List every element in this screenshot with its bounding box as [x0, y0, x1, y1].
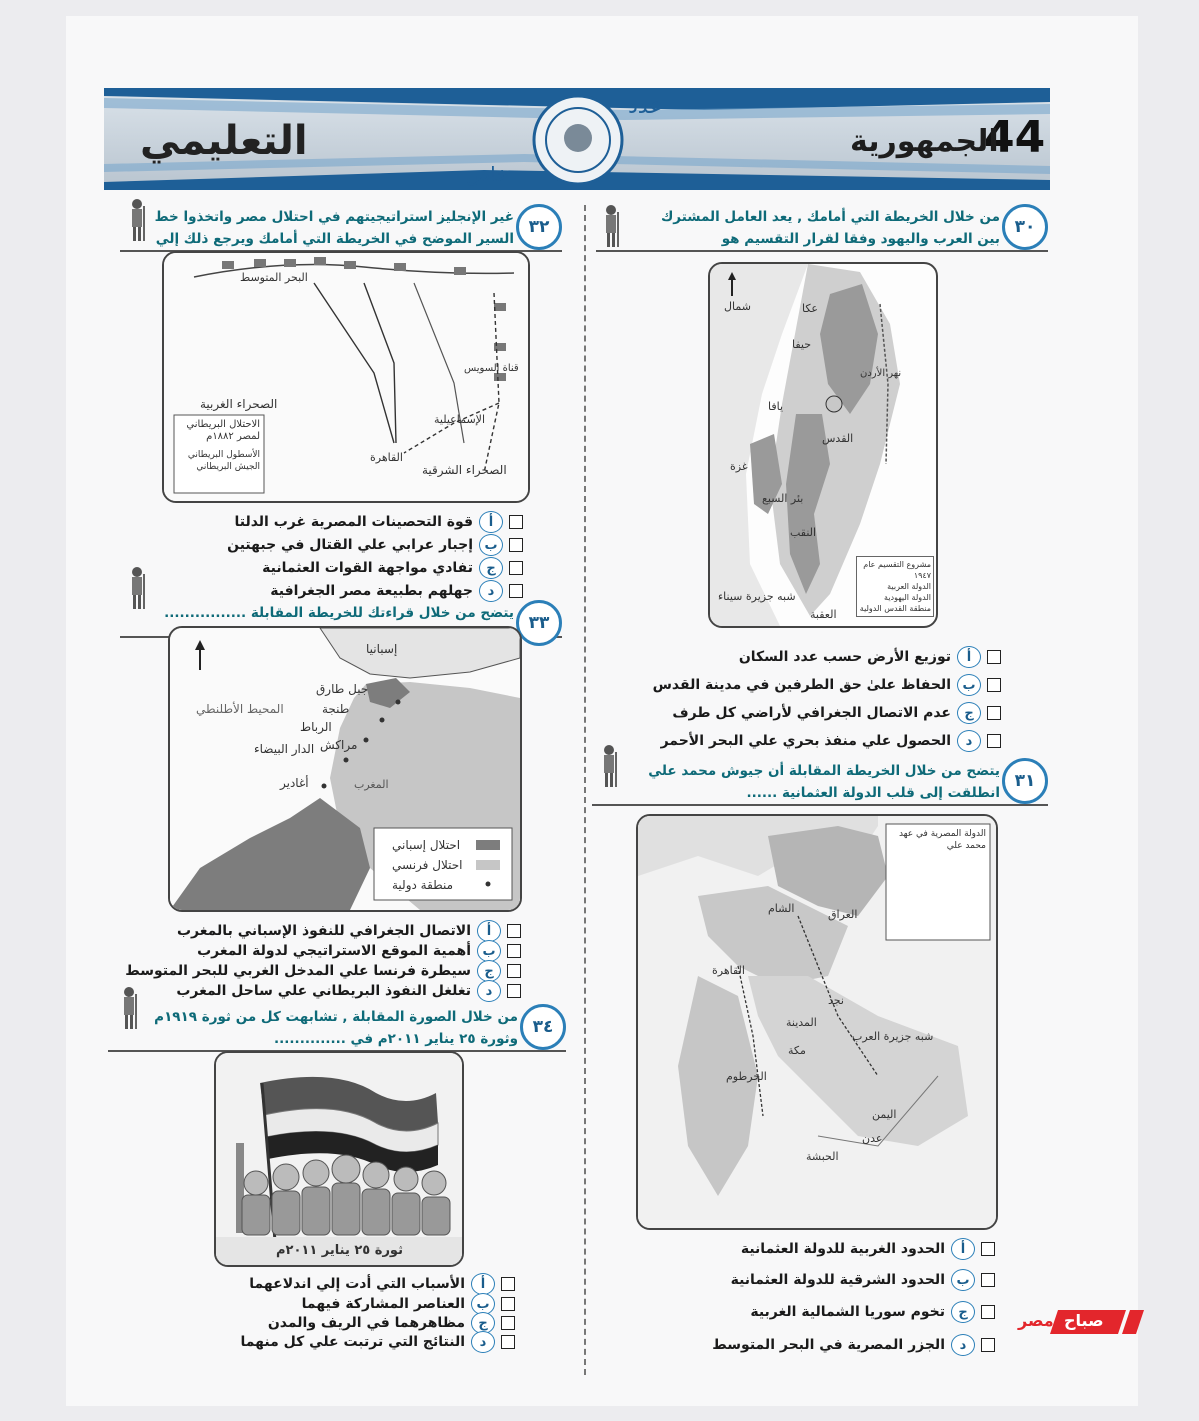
option-text: الحصول علي منفذ بحري علي البحر الأحمر — [660, 733, 951, 749]
map-place-label: القدس — [822, 432, 854, 445]
question-number: ٣٠ — [1002, 204, 1048, 250]
option-text: النتائج التي ترتبت علي كل منهما — [240, 1334, 465, 1350]
checkbox[interactable] — [509, 538, 523, 552]
map-place-label: الشام — [768, 902, 795, 915]
map-place-label: شبه جزيرة العرب — [852, 1030, 934, 1043]
option-letter: د — [951, 1334, 975, 1356]
legend-title: الاحتلال البريطاني لمصر ١٨٨٢م — [186, 419, 260, 442]
map-place-label: الحبشة — [806, 1150, 839, 1163]
option-letter: ج — [957, 702, 981, 724]
question-text: يتضح من خلال قراءتك للخريطة المقابلة ................ — [164, 605, 514, 621]
map-casablanca-label: الدار البيضاء — [254, 742, 315, 756]
map-place-label: حيفا — [792, 338, 812, 351]
map-place-label: نهر الأردن — [860, 368, 902, 379]
question-text: يتضح من خلال الخريطة المقابلة أن جيوش محمد علي انطلقت إلى قلب الدولة العثمانية ...... — [648, 763, 1000, 801]
option-text: عدم الاتصال الجغرافي لأراضي كل طرف — [672, 705, 951, 721]
map-place-label: عكا — [802, 302, 818, 315]
option-text: الجزر المصرية في البحر المتوسط — [712, 1337, 945, 1353]
pharaoh-figure-icon — [598, 744, 620, 788]
map-gibraltar-label: جبل طارق — [316, 682, 369, 696]
legend-item: الأسطول البريطاني — [187, 450, 260, 460]
checkbox[interactable] — [987, 734, 1001, 748]
legend-item: الدولة اليهودية — [884, 593, 931, 602]
header-name: الجمهورية — [850, 124, 999, 159]
pharaoh-figure-icon — [118, 986, 140, 1030]
column-divider — [584, 205, 586, 1375]
option-letter: د — [957, 730, 981, 752]
checkbox[interactable] — [981, 1273, 995, 1287]
map-place-label: العقبة — [810, 608, 837, 621]
q31-option-b[interactable] — [731, 1268, 995, 1292]
checkbox[interactable] — [507, 924, 521, 938]
checkbox[interactable] — [509, 515, 523, 529]
legend-item: الجيش البريطاني — [196, 462, 260, 472]
option-text: الحفاظ علىٰ حق الطرفين في مدينة القدس — [652, 677, 951, 693]
map-legend — [856, 556, 934, 617]
map-ismailia-label: الإسماعيلية — [434, 413, 485, 426]
option-text: قوة التحصينات المصرية غرب الدلتا — [234, 514, 473, 530]
morocco-map-drawing — [170, 628, 520, 910]
legend-title: مشروع التقسيم عام ١٩٤٧ — [863, 560, 931, 580]
question-number: ٣٣ — [516, 600, 562, 646]
checkbox[interactable] — [507, 984, 521, 998]
revolution-illustration — [216, 1053, 462, 1265]
map-marrakesh-label: مراكش — [320, 738, 358, 752]
question-number: ٣٤ — [520, 1004, 566, 1050]
option-letter: ج — [471, 1312, 495, 1334]
legend-item: احتلال فرنسي — [392, 858, 463, 872]
map-place-label: مكة — [788, 1044, 806, 1057]
q32-option-a[interactable] — [234, 510, 523, 534]
option-letter: أ — [477, 920, 501, 942]
q34-option-d[interactable] — [241, 1330, 516, 1354]
logo-text-sabah: صباح — [1064, 1311, 1104, 1330]
checkbox[interactable] — [509, 584, 523, 598]
q31-option-d[interactable] — [712, 1333, 995, 1357]
checkbox[interactable] — [981, 1242, 995, 1256]
option-text: تخوم سوريا الشمالية الغربية — [750, 1304, 945, 1320]
question-number: ٣١ — [1002, 758, 1048, 804]
checkbox[interactable] — [507, 964, 521, 978]
image-caption: ثورة ٢٥ يناير ٢٠١١م — [276, 1243, 403, 1258]
map-sea-label: البحر المتوسط — [240, 271, 308, 284]
option-text: الأسباب التي أدت إلي اندلاعهما — [249, 1276, 465, 1292]
header-special: خاص — [466, 162, 509, 186]
sabah-masr-logo — [1018, 1306, 1146, 1338]
egypt-occupation-map — [162, 251, 530, 503]
checkbox[interactable] — [981, 1338, 995, 1352]
map-morocco-label: المغرب — [354, 778, 389, 791]
map-cairo-label: القاهرة — [370, 451, 403, 464]
checkbox[interactable] — [501, 1316, 515, 1330]
legend-item: احتلال إسباني — [392, 838, 461, 852]
option-letter: أ — [957, 646, 981, 668]
option-letter: أ — [951, 1238, 975, 1260]
option-letter: د — [471, 1331, 495, 1353]
checkbox[interactable] — [501, 1335, 515, 1349]
option-letter: أ — [471, 1273, 495, 1295]
map-east-desert-label: الصحراء الشرقية — [422, 463, 507, 477]
option-letter: ب — [479, 534, 503, 556]
map-place-label: المدينة — [786, 1016, 817, 1029]
option-letter: ب — [951, 1269, 975, 1291]
option-text: الاتصال الجغرافي للنفوذ الإسباني بالمغرب — [176, 923, 471, 939]
q30-option-a[interactable] — [739, 645, 1001, 669]
map-rabat-label: الرباط — [300, 720, 332, 734]
q33-option-d[interactable] — [176, 979, 521, 1003]
option-text: جهلهم بطبيعة مصر الجغرافية — [270, 583, 473, 599]
pharaoh-figure-icon — [126, 566, 148, 610]
checkbox[interactable] — [509, 561, 523, 575]
question-31-header — [592, 758, 1048, 806]
header-number: 44 — [984, 112, 1046, 163]
option-letter: ب — [957, 674, 981, 696]
revolution-image — [214, 1051, 464, 1267]
ottoman-campaign-map — [636, 814, 998, 1230]
question-30-header — [596, 204, 1048, 252]
pharaoh-figure-icon — [600, 204, 622, 248]
map-tangier-label: طنجة — [322, 702, 350, 716]
question-number: ٣٢ — [516, 204, 562, 250]
option-text: أهمية الموقع الاستراتيجي لدولة المغرب — [197, 943, 471, 959]
checkbox[interactable] — [501, 1297, 515, 1311]
option-letter: د — [479, 580, 503, 602]
legend-item: منطقة دولية — [392, 878, 454, 892]
question-text: من خلال الخريطة التي أمامك , يعد العامل المشترك بين العرب واليهود وفقا لقرار التقسيم هو — [660, 209, 1000, 247]
option-text: الحدود الغربية للدولة العثمانية — [740, 1241, 945, 1257]
option-letter: ج — [951, 1301, 975, 1323]
checkbox[interactable] — [501, 1277, 515, 1291]
map-west-desert-label: الصحراء الغربية — [200, 397, 278, 411]
map-place-label: شبه جزيرة سيناء — [718, 590, 796, 603]
q31-option-c[interactable] — [750, 1300, 995, 1324]
map-place-label: غزة — [730, 460, 748, 473]
checkbox[interactable] — [987, 678, 1001, 692]
logo-text-masr: مصر — [1018, 1311, 1054, 1330]
option-letter: د — [477, 980, 501, 1002]
option-letter: ب — [477, 940, 501, 962]
legend-item: منطقة القدس الدولية — [859, 604, 931, 613]
map-place-label: الخرطوم — [726, 1070, 767, 1083]
ottoman-map-drawing — [638, 816, 996, 1228]
option-text: سيطرة فرنسا علي المدخل الغربي للبحر المتوسط — [125, 963, 471, 979]
option-text: الحدود الشرقية للدولة العثمانية — [730, 1272, 945, 1288]
map-place-label: اليمن — [872, 1108, 897, 1121]
option-letter: أ — [479, 511, 503, 533]
map-north-label: شمال — [724, 300, 751, 313]
option-text: تغلغل النفوذ البريطاني علي ساحل المغرب — [176, 983, 471, 999]
option-text: العناصر المشاركة فيهما — [301, 1296, 465, 1312]
option-text: إجبار عرابي علي القتال في جبهتين — [227, 537, 473, 553]
q30-option-b[interactable] — [653, 673, 1001, 697]
map-place-label: عدن — [862, 1132, 883, 1145]
checkbox[interactable] — [987, 650, 1001, 664]
map-place-label: نجد — [828, 994, 844, 1007]
map-ocean-label: المحيط الأطلنطي — [196, 702, 284, 716]
question-text: من خلال الصورة المقابلة , تشابهت كل من ثورة ١٩١٩م وثورة ٢٥ يناير ٢٠١١م في .............. — [154, 1009, 518, 1047]
map-place-label: القاهرة — [712, 964, 745, 977]
q30-option-d[interactable] — [661, 729, 1001, 753]
map-legend — [178, 419, 260, 473]
question-32-header — [120, 204, 562, 252]
q32-option-b[interactable] — [227, 533, 523, 557]
map-legend: الدولة المصرية في عهد محمد علي — [898, 829, 986, 851]
q32-option-c[interactable] — [262, 556, 523, 580]
checkbox[interactable] — [507, 944, 521, 958]
pharaoh-figure-icon — [126, 198, 148, 242]
morocco-map — [168, 626, 522, 912]
q30-option-c[interactable] — [672, 701, 1001, 725]
option-letter: ج — [479, 557, 503, 579]
map-spain-label: إسبانيا — [366, 642, 398, 656]
map-place-label: النقب — [790, 526, 817, 539]
option-text: تفادي مواجهة القوات العثمانية — [262, 560, 473, 576]
map-place-label: العراق — [828, 908, 858, 921]
option-letter: ج — [477, 960, 501, 982]
header-edition: عدد — [628, 94, 663, 119]
map-place-label: يافا — [768, 400, 784, 413]
question-34-header — [108, 1004, 566, 1052]
q31-option-a[interactable] — [741, 1237, 995, 1261]
option-text: مظاهرهما في الريف والمدن — [267, 1315, 465, 1331]
map-suez-label: قناة السويس — [464, 363, 519, 374]
checkbox[interactable] — [987, 706, 1001, 720]
partition-map — [708, 262, 938, 628]
option-letter: ب — [471, 1293, 495, 1315]
map-place-label: بئر السبع — [762, 492, 804, 505]
legend-item: الدولة العربية — [887, 582, 931, 591]
map-agadir-label: أغادير — [280, 776, 309, 790]
checkbox[interactable] — [981, 1305, 995, 1319]
question-text: غير الإنجليز استراتيجيتهم في احتلال مصر واتخذوا خط السير الموضح في الخريطة التي أمامك ويرجع ذلك إلي — [154, 209, 514, 247]
option-text: توزيع الأرض حسب عدد السكان — [738, 649, 951, 665]
header-section: التعليمي — [140, 118, 308, 164]
